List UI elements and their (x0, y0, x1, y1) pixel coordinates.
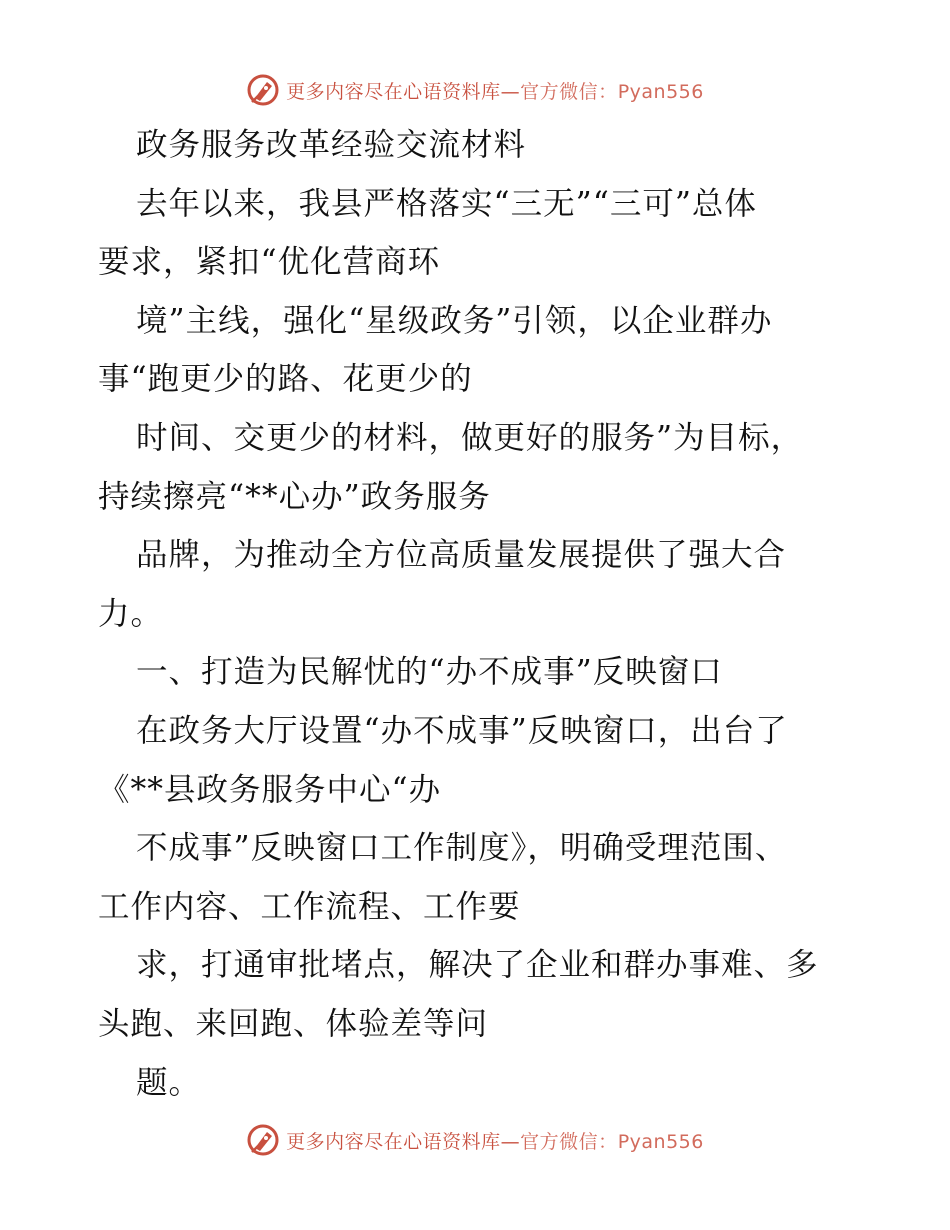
pen-nib-logo-icon (246, 1123, 280, 1157)
paragraph-line: 事“跑更少的路、花更少的 (98, 361, 473, 398)
paragraph-line: 不成事”反映窗口工作制度》，明确受理范围、 (136, 830, 788, 867)
paragraph-line: 时间、交更少的材料，做更好的服务”为目标， (136, 419, 804, 456)
document-title: 政务服务改革经验交流材料 (136, 127, 527, 163)
watermark-dash: — (500, 1130, 521, 1153)
paragraph-line: 持续擦亮“**心办”政务服务 (98, 478, 491, 515)
paragraph-line: 求，打通审批堵点，解决了企业和群办事难、多 (136, 947, 819, 984)
paragraph-line: 在政务大厅设置“办不成事”反映窗口，出台了 (136, 712, 788, 749)
paragraph-line: 力。 (98, 595, 164, 632)
header-watermark (0, 70, 950, 110)
section-heading: 一、打造为民解忧的“办不成事”反映窗口 (136, 654, 723, 691)
paragraph-line: 头跑、来回跑、体验差等问 (98, 1005, 489, 1042)
footer-watermark (0, 1120, 950, 1160)
wechat-id: Pyan556 (617, 1130, 704, 1153)
watermark-dash: — (500, 80, 521, 103)
paragraph-line: 去年以来，我县严格落实“三无”“三可”总体 (136, 185, 757, 222)
watermark-text: 更多内容尽在心语资料库 (286, 80, 501, 103)
wechat-label: 官方微信： (520, 80, 618, 103)
pen-nib-logo-icon (246, 73, 280, 107)
paragraph-line: 要求，紧扣“优化营商环 (98, 244, 441, 281)
paragraph-line: 品牌，为推动全方位高质量发展提供了强大合 (136, 537, 787, 574)
watermark-text: 更多内容尽在心语资料库 (286, 1130, 501, 1153)
paragraph-line: 工作内容、工作流程、工作要 (98, 888, 521, 925)
document-body (98, 116, 858, 1112)
paragraph-line: 题。 (136, 1064, 202, 1101)
wechat-label: 官方微信： (520, 1130, 618, 1153)
paragraph-line: 《**县政务服务中心“办 (98, 771, 442, 808)
paragraph-line: 境”主线，强化“星级政务”引领，以企业群办 (136, 302, 773, 339)
wechat-id: Pyan556 (617, 80, 704, 103)
